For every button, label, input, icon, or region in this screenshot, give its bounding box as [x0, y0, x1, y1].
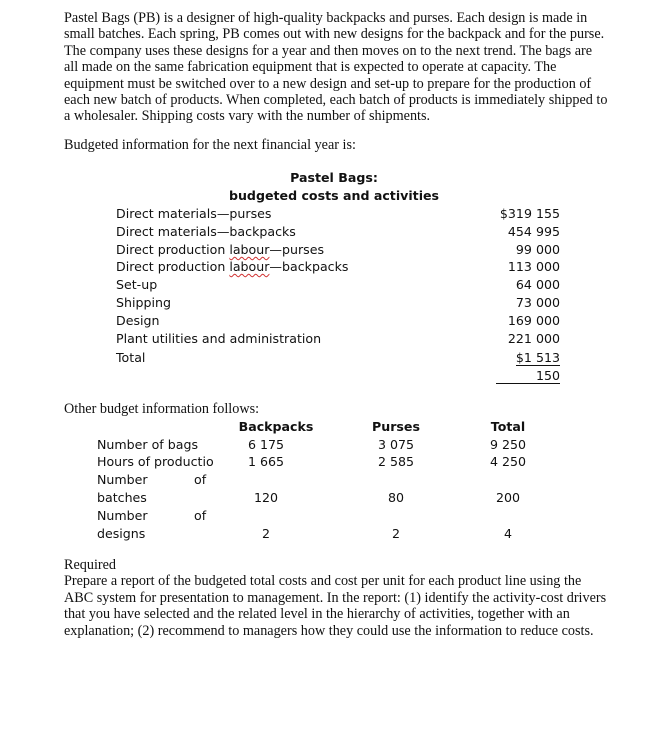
budget-row-value: 64 000 — [515, 277, 560, 292]
cell: 4 250 — [489, 454, 527, 469]
required-line: Prepare a report of the budgeted total costs and cost per unit for each product line using the — [64, 573, 582, 590]
budget-row-label: Direct materials—backpacks — [116, 224, 296, 239]
intro-line: equipment must be switched over to a new design and set-up to prepare for the production of — [64, 75, 592, 92]
intro-line: a wholesaler. Shipping costs vary with the number of shipments. — [64, 108, 431, 125]
cell: 2 — [391, 526, 400, 541]
budget-row-label: Direct production labour—backpacks — [116, 259, 349, 274]
budget-row-value: 454 995 — [507, 224, 560, 239]
cell: 2 585 — [377, 454, 415, 469]
row-label: of — [194, 472, 207, 487]
row-label: Number — [97, 508, 148, 523]
required-heading: Required — [64, 557, 117, 573]
cell: 4 — [503, 526, 512, 541]
spellcheck-word: labour — [229, 259, 270, 274]
intro-paragraph — [64, 10, 624, 125]
budget-row-label: Shipping — [116, 295, 171, 310]
intro-line: all made on the same fabrication equipment that is expected to operate at capacity. The — [64, 59, 557, 76]
budget-row-value: 169 000 — [507, 313, 560, 328]
column-header: Total — [490, 419, 526, 434]
budget-row-label: Direct production labour—purses — [116, 242, 325, 257]
row-label: batches — [97, 490, 147, 505]
intro-line: Pastel Bags (PB) is a designer of high-quality backpacks and purses. Each design is made in — [64, 10, 588, 26]
budget-total-label: Total — [116, 350, 146, 365]
spellcheck-word: labour — [229, 242, 270, 257]
cell: 9 250 — [489, 437, 527, 452]
cell: 3 075 — [377, 437, 415, 452]
cell: 2 — [261, 526, 270, 541]
other-intro-text: Other budget information follows: — [64, 401, 260, 417]
intro-line: each new batch of products. When completed, each batch of products is immediately shipped to — [64, 92, 608, 109]
budget-row-value: 99 000 — [515, 242, 560, 257]
total-underline — [496, 383, 560, 384]
budget-row-value: 73 000 — [515, 295, 560, 310]
cell: 120 — [253, 490, 279, 505]
budget-row-label: Plant utilities and administration — [116, 331, 322, 346]
cell: 1 665 — [247, 454, 285, 469]
budget-total-value-line2: 150 — [535, 368, 560, 383]
budget-row-value: 113 000 — [507, 259, 560, 274]
intro-line: The company uses these designs for a year and then moves on to the next trend. The bags are — [64, 42, 593, 59]
budget-row-label: Design — [116, 313, 160, 328]
required-line: ABC system for presentation to management. In the report: (1) identify the activity-cost drivers — [64, 589, 607, 606]
budget-row-label: Direct materials—purses — [116, 206, 272, 221]
required-line: explanation; (2) recommend to managers how they could use the information to reduce costs. — [64, 622, 594, 639]
budget-table-subtitle: budgeted costs and activities — [228, 188, 440, 203]
intro-line: small batches. Each spring, PB comes out with new designs for the backpack and for the purse. — [64, 26, 605, 43]
cell: 6 175 — [247, 437, 285, 452]
budget-intro-text: Budgeted information for the next financial year is: — [64, 137, 356, 153]
row-label: Hours of productio — [97, 454, 214, 469]
budget-table-title: Pastel Bags: — [290, 170, 378, 185]
row-label: Number of bags — [97, 437, 199, 452]
budget-row-label: Set-up — [116, 277, 158, 292]
required-line: that you have selected and the related level in the hierarchy of activities, together with an — [64, 606, 570, 623]
column-header: Purses — [372, 419, 420, 434]
budget-total-value-line1: $1 513 — [515, 350, 560, 365]
budget-row-value: 221 000 — [507, 331, 560, 346]
cell: 200 — [495, 490, 521, 505]
budget-row-value: $319 155 — [499, 206, 560, 221]
cell: 80 — [387, 490, 405, 505]
row-label: Number — [97, 472, 148, 487]
row-label: of — [194, 508, 207, 523]
row-label: designs — [97, 526, 146, 541]
required-section — [64, 557, 624, 639]
column-header: Backpacks — [238, 419, 314, 434]
